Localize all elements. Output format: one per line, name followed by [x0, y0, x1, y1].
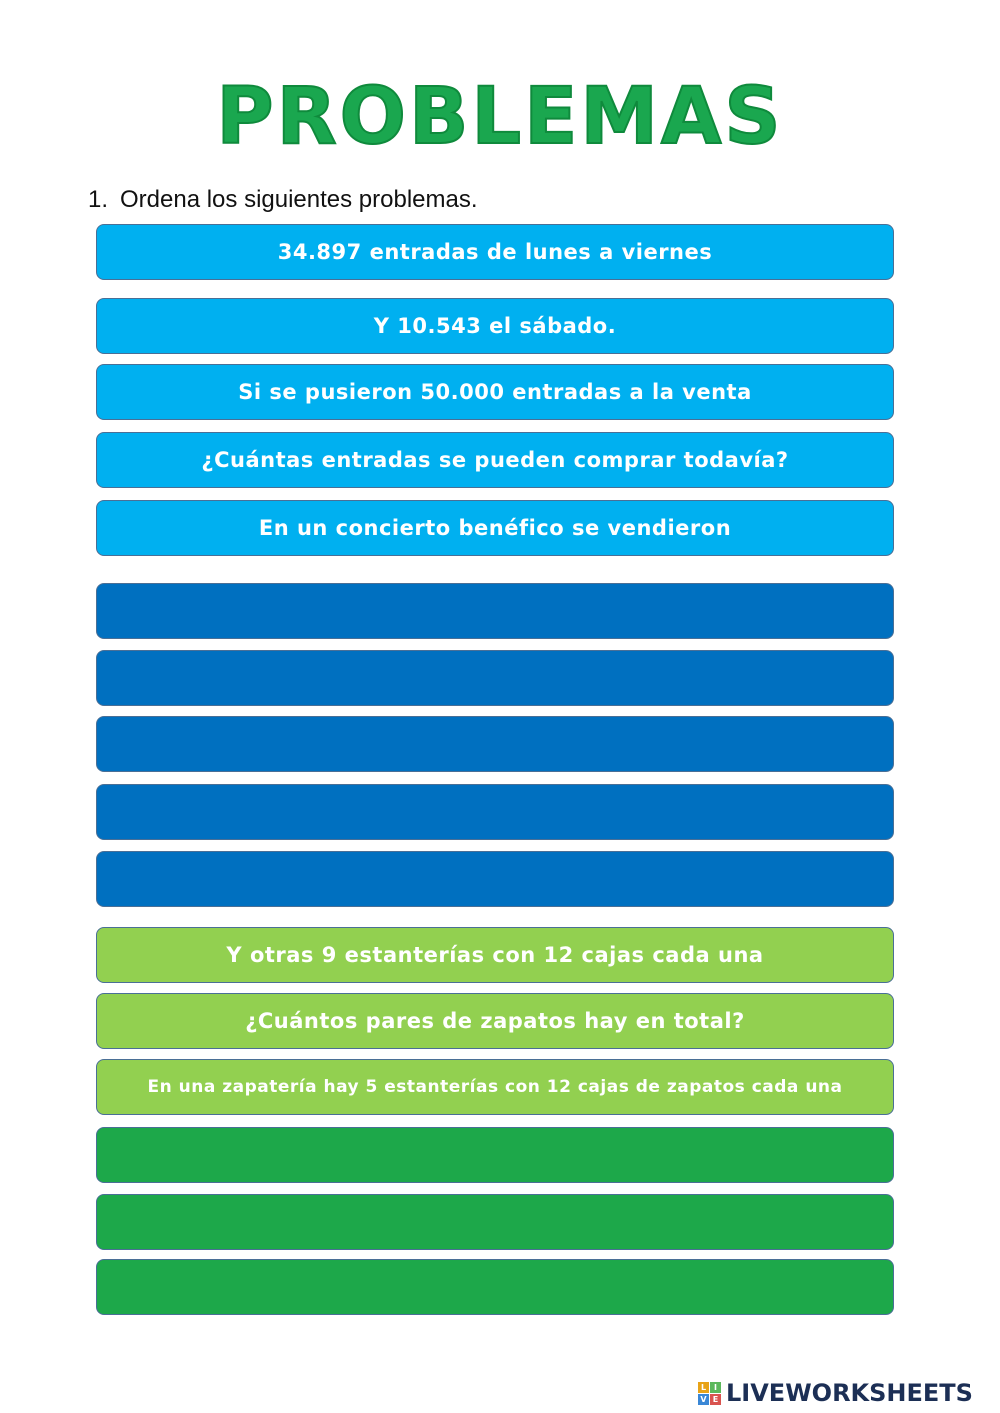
problem1-drop-slot-5[interactable]: [96, 851, 894, 907]
problem1-drop-slot-3[interactable]: [96, 716, 894, 772]
instruction-number: 1.: [88, 186, 109, 213]
liveworksheets-logo: [698, 1380, 973, 1406]
problem2-drop-slot-3[interactable]: [96, 1259, 894, 1315]
problem1-strip-1[interactable]: 34.897 entradas de lunes a viernes: [96, 224, 894, 280]
instruction: [88, 186, 478, 214]
logo-letter-l: L: [698, 1382, 709, 1393]
problem1-strip-3[interactable]: Si se pusieron 50.000 entradas a la venta: [96, 364, 894, 420]
instruction-text: Ordena los siguientes problemas.: [120, 186, 478, 213]
problem2-strip-3[interactable]: En una zapatería hay 5 estanterías con 12 cajas de zapatos cada una: [96, 1059, 894, 1115]
page-title: PROBLEMAS: [216, 72, 784, 162]
logo-letter-v: V: [698, 1394, 709, 1405]
problem2-drop-slot-1[interactable]: [96, 1127, 894, 1183]
problem1-drop-slot-4[interactable]: [96, 784, 894, 840]
problem1-strip-2[interactable]: Y 10.543 el sábado.: [96, 298, 894, 354]
liveworksheets-logo-icon: [698, 1382, 721, 1405]
problem2-strip-1[interactable]: Y otras 9 estanterías con 12 cajas cada una: [96, 927, 894, 983]
logo-letter-e: E: [710, 1394, 721, 1405]
problem2-drop-slot-2[interactable]: [96, 1194, 894, 1250]
problem1-strip-4[interactable]: ¿Cuántas entradas se pueden comprar todavía?: [96, 432, 894, 488]
logo-letter-i: I: [710, 1382, 721, 1393]
brand-name: LIVEWORKSHEETS: [726, 1379, 973, 1407]
problem1-strip-5[interactable]: En un concierto benéfico se vendieron: [96, 500, 894, 556]
problem1-drop-slot-1[interactable]: [96, 583, 894, 639]
problem2-strip-2[interactable]: ¿Cuántos pares de zapatos hay en total?: [96, 993, 894, 1049]
problem1-drop-slot-2[interactable]: [96, 650, 894, 706]
